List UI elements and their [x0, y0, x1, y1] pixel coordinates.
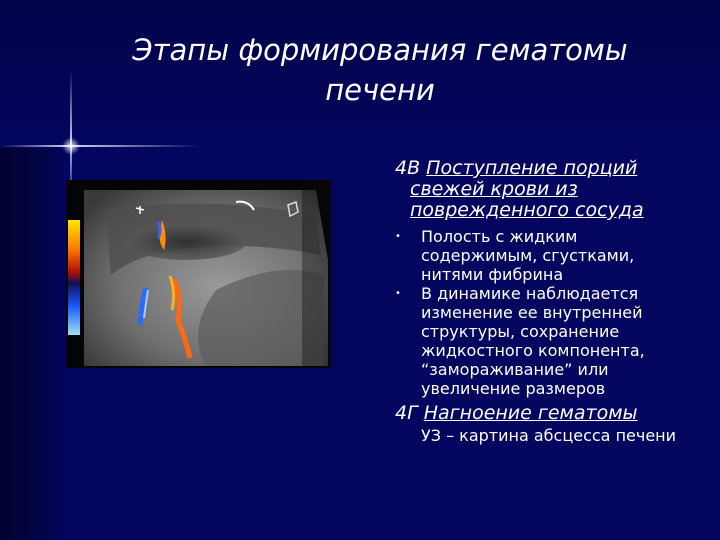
section-4v-heading	[395, 158, 695, 221]
bullet-dot-icon: •	[395, 288, 401, 299]
slide-body	[395, 158, 695, 445]
section-4g-text: УЗ – картина абсцесса печени	[421, 426, 677, 445]
bullet-item	[395, 227, 695, 284]
bullet-text: Полость с жидким содержимым, сгустками, нитями фибрина	[421, 227, 635, 284]
doppler-ultrasound-image	[66, 180, 331, 368]
sparkle-horizontal-line	[0, 145, 200, 147]
section-4v-number: 4В	[395, 157, 421, 179]
section-4g-number: 4Г	[395, 402, 418, 424]
bullet-item	[395, 284, 695, 398]
section-4g-heading-text: Нагноение гематомы	[423, 402, 638, 424]
section-4v-heading-text: Поступление порций свежей крови из поврежденного сосуда	[410, 157, 644, 221]
bullet-dot-icon: •	[395, 231, 401, 242]
section-4g-heading	[395, 403, 695, 424]
section-4v-bullet-list	[395, 227, 695, 398]
slide-title: Этапы формирования гематомы печени	[132, 33, 628, 107]
bullet-text: В динамике наблюдается изменение ее внутренней структуры, сохранение жидкостного компонента, “замораживание” или увеличение размеров	[421, 284, 645, 398]
sparkle-glow-icon	[62, 137, 80, 155]
